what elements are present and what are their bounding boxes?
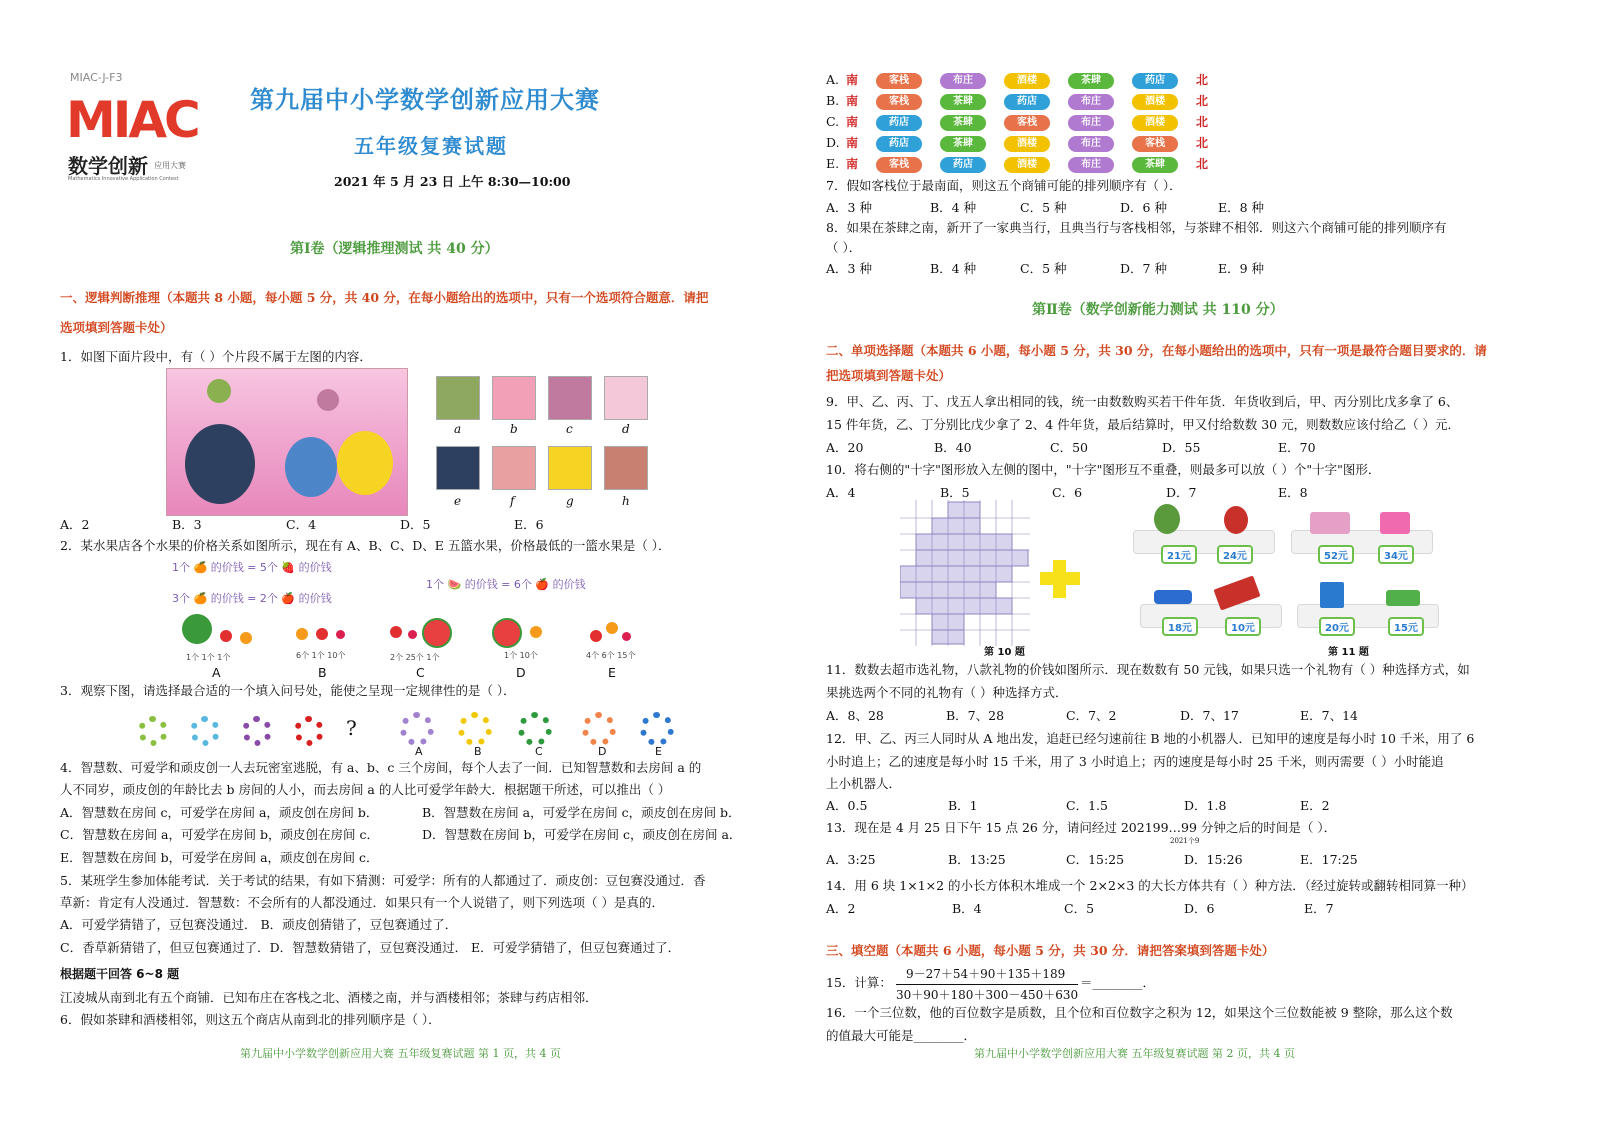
logo-main-text: MIAC <box>66 91 198 149</box>
basket-d-counts: 1个 10个 <box>504 651 538 660</box>
q14-option-d: D．6 <box>1184 901 1215 916</box>
q6-option-label: E. <box>826 156 840 171</box>
q13-option-b: B．13:25 <box>948 852 1006 867</box>
q1-option-c: C．4 <box>286 517 317 532</box>
q15-fraction-bar <box>896 984 1078 985</box>
q2-basket-b <box>294 620 364 650</box>
q4-option-c: C．智慧数在房间 a，可爱学在房间 b，顽皮创在房间 c． <box>60 827 379 842</box>
shop-badge: 茶肆 <box>940 115 986 131</box>
q1-text: 1．如图下面片段中，有（ ）个片段不属于左图的内容． <box>60 349 372 364</box>
q6-option-label: B. <box>826 93 840 108</box>
logo-sub-text: 数学创新 <box>68 154 148 178</box>
q13-option-e: E．17:25 <box>1300 852 1358 867</box>
q13-option-c: C．15:25 <box>1066 852 1125 867</box>
q12-option-c: C．1.5 <box>1066 798 1108 813</box>
strawberry-icon <box>622 632 631 641</box>
price-tag-6: 10元 <box>1225 617 1261 636</box>
basket-c-counts: 2个 25个 1个 <box>390 653 440 662</box>
q6-option-label: D. <box>826 135 840 150</box>
pattern-shape-2 <box>190 716 220 746</box>
exam-date: 2021 年 5 月 23 日 上午 8:30—10:00 <box>334 174 571 189</box>
north-label: 北 <box>1196 115 1209 129</box>
q6-option-row <box>826 93 1208 110</box>
exam-code: MIAC-J-F3 <box>70 71 123 84</box>
pattern-label-a: A <box>415 745 423 758</box>
south-label: 南 <box>846 94 859 108</box>
q12-option-a: A．0.5 <box>826 798 868 813</box>
q5-line3: A．可爱学猜错了，豆包赛没通过． B．顽皮创猜错了，豆包赛通过了． <box>60 917 458 932</box>
q9-line2: 15 件年货，乙、丁分别比戊少拿了 2、4 件年货，最后结算时，甲又付给数数 30 元，则数数应该付给乙（ ）元． <box>826 417 1461 432</box>
exam-subtitle: 五年级复赛试题 <box>354 134 508 158</box>
section1-header-line2: 选项填到答题卡处） <box>60 320 173 335</box>
apple-icon <box>590 630 602 642</box>
part1-title: 第Ⅰ卷（逻辑推理测试 共 40 分） <box>290 241 499 257</box>
pattern-shape-4 <box>294 716 324 746</box>
shop-badge: 酒楼 <box>1004 73 1050 89</box>
south-label: 南 <box>846 157 859 171</box>
shop-badge: 茶肆 <box>1132 157 1178 173</box>
q2-basket-e <box>588 620 648 650</box>
character-blob-2 <box>285 437 337 497</box>
south-label: 南 <box>846 115 859 129</box>
q13-text: 13．现在是 4 月 25 日下午 15 点 26 分，请问经过 202199…99 分钟之后的时间是（ ）． <box>826 820 1337 835</box>
q6-option-row <box>826 135 1208 152</box>
toy-truck-icon <box>1386 590 1420 606</box>
q7-option-d: D．6 种 <box>1120 200 1167 215</box>
q15-numerator: 9－27＋54＋90＋135＋189 <box>906 967 1066 981</box>
q6-option-row <box>826 156 1208 173</box>
toy-dinosaur-icon <box>1154 504 1180 534</box>
q6-option-label: A. <box>826 72 840 87</box>
pattern-option-b <box>458 712 492 746</box>
shop-badge: 客栈 <box>876 73 922 89</box>
shop-badge: 布庄 <box>1068 94 1114 110</box>
q2-basket-c <box>388 616 458 650</box>
q1-thumb-d <box>604 376 648 420</box>
pattern-option-d <box>582 712 616 746</box>
pattern-label-e: E <box>655 745 662 758</box>
crayon-box-icon <box>1310 512 1350 534</box>
q10-option-a: A．4 <box>826 485 856 500</box>
q10-grid-figure <box>900 500 1030 646</box>
q7-option-c: C．5 种 <box>1020 200 1067 215</box>
orange-icon <box>296 628 308 640</box>
page1-footer: 第九届中小学数学创新应用大赛 五年级复赛试题 第 1 页，共 4 页 <box>240 1047 561 1060</box>
q6-option-row <box>826 114 1208 131</box>
q7-option-b: B．4 种 <box>930 200 977 215</box>
q3-text: 3．观察下图，请选择最合适的一个填入问号处，能使之呈现一定规律性的是（ ）． <box>60 683 516 698</box>
north-label: 北 <box>1196 73 1209 87</box>
q2-price-relation-3: 1个 🍉 的价钱 = 6个 🍎 的价钱 <box>426 578 586 591</box>
shop-badge: 药店 <box>1004 94 1050 110</box>
pattern-label-c: C <box>535 745 543 758</box>
strawberry-icon <box>408 630 417 639</box>
q9-option-c: C．50 <box>1050 440 1088 455</box>
page-2 <box>800 0 1600 1131</box>
q12-line2: 小时追上；乙的速度是每小时 15 千米，用了 3 小时追上；丙的速度是每小时 25 千米，则丙需要（ ）小时能追 <box>826 754 1444 769</box>
basket-b-counts: 6个 1个 10个 <box>296 651 346 660</box>
pattern-shape-1 <box>138 716 168 746</box>
watermelon-slice-icon <box>422 618 452 648</box>
q11-option-d: D．7、17 <box>1180 708 1239 723</box>
thumb-label-c: c <box>566 422 573 436</box>
q11-option-b: B．7、28 <box>946 708 1005 723</box>
shop-badge: 布庄 <box>940 73 986 89</box>
q1-thumb-c <box>548 376 592 420</box>
shop-badge: 茶肆 <box>1068 73 1114 89</box>
section2-header-line1: 二、单项选择题（本题共 6 小题，每小题 5 分，共 30 分，在每小题给出的选项中，只有一项是最符合题目要求的．请 <box>826 343 1487 358</box>
q6-option-label: C. <box>826 114 840 129</box>
orange-icon <box>240 632 252 644</box>
shop-badge: 药店 <box>940 157 986 173</box>
q10-option-b: B．5 <box>940 485 970 500</box>
q4-option-e: E．智慧数在房间 b，可爱学在房间 a，顽皮创在房间 c． <box>60 850 379 865</box>
q1-thumb-b <box>492 376 536 420</box>
water-gun-icon <box>1154 590 1192 604</box>
apple-icon <box>390 626 402 638</box>
q4-option-a: A．智慧数在房间 c，可爱学在房间 a，顽皮创在房间 b． <box>60 805 379 820</box>
thumb-label-f: f <box>510 494 515 508</box>
q14-text: 14．用 6 块 1×1×2 的小长方体积木堆成一个 2×2×3 的大长方体共有（ ）种方法．（经过旋转或翻转相同算一种） <box>826 878 1474 893</box>
north-label: 北 <box>1196 157 1209 171</box>
watermelon-slice-icon <box>492 618 522 648</box>
miac-logo <box>66 91 198 187</box>
pattern-shape-3 <box>242 716 272 746</box>
pattern-label-b: B <box>474 745 482 758</box>
shop-badge: 客栈 <box>876 157 922 173</box>
q678-heading: 根据题干回答 6~8 题 <box>60 967 180 981</box>
q9-option-d: D．55 <box>1162 440 1201 455</box>
q9-option-a: A．20 <box>826 440 864 455</box>
part2-title: 第Ⅱ卷（数学创新能力测试 共 110 分） <box>1032 302 1284 318</box>
apple-icon <box>220 630 232 642</box>
basket-label-d: D <box>516 665 526 680</box>
q13-option-a: A．3:25 <box>826 852 876 867</box>
q10-option-c: C．6 <box>1052 485 1083 500</box>
basket-label-b: B <box>318 665 327 680</box>
q5-line1: 5．某班学生参加体能考试．关于考试的结果，有如下猜测：可爱学：所有的人都通过了．顽皮创：豆包赛没通过．香 <box>60 873 706 888</box>
q6-text: 6．假如茶肆和酒楼相邻，则这五个商店从南到北的排列顺序是（ ）． <box>60 1012 441 1027</box>
q9-line1: 9．甲、乙、丙、丁、戊五人拿出相同的钱，统一由数数购买若干件年货．年货收到后，甲、丙分别比戊多拿了 6、 <box>826 394 1459 409</box>
south-label: 南 <box>846 73 859 87</box>
q8-option-e: E．9 种 <box>1218 261 1265 276</box>
section3-header: 三、填空题（本题共 6 小题，每小题 5 分，共 30 分．请把答案填到答题卡处） <box>826 943 1275 958</box>
q1-option-a: A．2 <box>60 517 90 532</box>
strawberry-icon <box>336 630 345 639</box>
shop-badge: 客栈 <box>1132 136 1178 152</box>
apple-icon <box>316 628 328 640</box>
q6-option-row <box>826 72 1208 89</box>
q15-label: 15．计算： <box>826 975 892 990</box>
q1-option-d: D．5 <box>400 517 431 532</box>
q12-option-b: B．1 <box>948 798 978 813</box>
watermelon-icon <box>182 614 212 644</box>
logo-tagline: Mathematics Innovative Application Contest <box>68 176 179 182</box>
exam-title: 第九届中小学数学创新应用大赛 <box>250 86 600 114</box>
q2-basket-d <box>490 616 550 650</box>
price-tag-4: 34元 <box>1378 545 1414 564</box>
price-tag-5: 18元 <box>1162 617 1198 636</box>
pattern-option-a <box>400 712 434 746</box>
q1-thumb-a <box>436 376 480 420</box>
q1-option-e: E．6 <box>514 517 544 532</box>
shop-badge: 茶肆 <box>940 94 986 110</box>
q8-option-a: A．3 种 <box>826 261 872 276</box>
shop-badge: 布庄 <box>1068 157 1114 173</box>
character-blob-3 <box>337 431 393 495</box>
q1-main-picture <box>166 368 408 516</box>
q12-line3: 上小机器人． <box>826 776 902 791</box>
orange-icon <box>530 626 542 638</box>
q1-thumb-f <box>492 446 536 490</box>
q3-pattern-sequence <box>138 710 678 750</box>
q13-option-d: D．15:26 <box>1184 852 1243 867</box>
price-tag-3: 52元 <box>1318 545 1354 564</box>
north-label: 北 <box>1196 94 1209 108</box>
thumb-label-e: e <box>454 494 462 508</box>
q16-line2: 的值最大可能是________． <box>826 1028 977 1043</box>
q10-option-e: E．8 <box>1278 485 1308 500</box>
q2-basket-a <box>180 612 260 652</box>
pattern-option-c <box>518 712 552 746</box>
q8-option-b: B．4 种 <box>930 261 977 276</box>
q16-line1: 16．一个三位数，他的百位数字是质数，且个位和百位数字之积为 12，如果这个三位数能被 9 整除，那么这个数 <box>826 1005 1453 1020</box>
q11-line1: 11．数数去超市选礼物，八款礼物的价钱如图所示．现在数数有 50 元钱，如果只选一个礼物有（ ）种选择方式，如 <box>826 662 1470 677</box>
south-label: 南 <box>846 136 859 150</box>
price-tag-7: 20元 <box>1319 617 1355 636</box>
question-mark: ? <box>346 716 357 740</box>
thumb-label-d: d <box>622 422 630 436</box>
q14-option-b: B．4 <box>952 901 982 916</box>
basket-label-e: E <box>608 665 616 680</box>
thumb-label-h: h <box>622 494 630 508</box>
q11-option-a: A．8、28 <box>826 708 884 723</box>
character-blob-5 <box>317 389 339 411</box>
q2-price-relation-2: 3个 🍊 的价钱 = 2个 🍎 的价钱 <box>172 592 332 605</box>
price-tag-8: 15元 <box>1388 617 1424 636</box>
q8-line1: 8．如果在茶肆之南，新开了一家典当行，且典当行与客栈相邻，与茶肆不相邻．则这六个商铺可能的排列顺序有 <box>826 220 1447 235</box>
q15-answer-blank: ＝________． <box>1080 975 1156 990</box>
q1-thumb-h <box>604 446 648 490</box>
q8-line2: （ ）． <box>826 240 862 255</box>
q14-option-e: E．7 <box>1304 901 1334 916</box>
basket-label-a: A <box>212 665 221 680</box>
q5-line2: 草新：肯定有人没通过．智慧数：不会所有的人都没通过．如果只有一个人说错了，则下列选项（ ）是真的． <box>60 895 664 910</box>
q7-option-a: A．3 种 <box>826 200 872 215</box>
q2-price-relation-1: 1个 🍊 的价钱 = 5个 🍓 的价钱 <box>172 561 332 574</box>
shop-badge: 客栈 <box>1004 115 1050 131</box>
q11-option-e: E．7、14 <box>1300 708 1358 723</box>
basket-e-counts: 4个 6个 15个 <box>586 651 636 660</box>
price-tag-2: 24元 <box>1217 545 1253 564</box>
q12-option-e: E．2 <box>1300 798 1330 813</box>
shop-badge: 酒楼 <box>1132 115 1178 131</box>
character-blob-1 <box>185 424 255 504</box>
pattern-label-d: D <box>598 745 607 758</box>
q4-line2: 人不同岁，顽皮创的年龄比去 b 房间的人小，而去房间 a 的人比可爱学年龄大．根据题干所述，可以推出（ ） <box>60 782 671 797</box>
q5-line4: C．香草新猜错了，但豆包赛通过了．D．智慧数猜错了，豆包赛没通过． E．可爱学猜错了，但豆包赛通过了． <box>60 940 681 955</box>
fig10-caption: 第 10 题 <box>984 647 1025 658</box>
shop-badge: 药店 <box>876 115 922 131</box>
q9-option-b: B．40 <box>934 440 972 455</box>
q8-option-d: D．7 种 <box>1120 261 1167 276</box>
q7-text: 7．假如客栈位于最南面，则这五个商铺可能的排列顺序有（ ）． <box>826 178 1182 193</box>
q4-option-b: B．智慧数在房间 a，可爱学在房间 c，顽皮创在房间 b． <box>422 805 741 820</box>
shop-badge: 酒楼 <box>1004 157 1050 173</box>
q4-line1: 4．智慧数、可爱学和顽皮创一人去玩密室逃脱，有 a、b、c 三个房间，每个人去了一间．已知智慧数和去房间 a 的 <box>60 760 702 775</box>
pattern-option-e <box>640 712 674 746</box>
book-icon <box>1320 582 1344 608</box>
basket-a-counts: 1个 1个 1个 <box>186 653 231 662</box>
basket-label-c: C <box>416 665 425 680</box>
blocks-toy-icon <box>1380 512 1410 534</box>
q2-text: 2．某水果店各个水果的价格关系如图所示，现在有 A、B、C、D、E 五篮水果，价格最低的一篮水果是（ ）． <box>60 538 671 553</box>
section2-header-line2: 把选项填到答题卡处） <box>826 368 952 383</box>
fig11-caption: 第 11 题 <box>1328 647 1369 658</box>
q12-option-d: D．1.8 <box>1184 798 1227 813</box>
q1-thumb-e <box>436 446 480 490</box>
section1-header-line1: 一、逻辑判断推理（本题共 8 小题，每小题 5 分，共 40 分，在每小题给出的选项中，只有一个选项符合题意．请把 <box>60 290 709 305</box>
q12-line1: 12．甲、乙、丙三人同时从 A 地出发，追赶已经匀速前往 B 地的小机器人．已知甲的速度是每小时 10 千米，用了 6 <box>826 731 1475 746</box>
q13-underbrace-label: 2021个9 <box>1170 837 1200 845</box>
shop-badge: 药店 <box>1132 73 1178 89</box>
q14-option-c: C．5 <box>1064 901 1095 916</box>
q8-option-c: C．5 种 <box>1020 261 1067 276</box>
q678-stem: 江凌城从南到北有五个商铺．已知布庄在客栈之北、酒楼之南，并与酒楼相邻；茶肆与药店相邻． <box>60 990 598 1005</box>
q15-denominator: 30＋90＋180＋300－450＋630 <box>896 988 1079 1002</box>
north-label: 北 <box>1196 136 1209 150</box>
q1-option-b: B．3 <box>172 517 202 532</box>
shop-badge: 酒楼 <box>1132 94 1178 110</box>
orange-icon <box>606 622 618 634</box>
q10-text: 10．将右侧的"十字"图形放入左侧的图中，"十字"图形互不重叠，则最多可以放（ ）个"十字"图形． <box>826 462 1381 477</box>
page2-footer: 第九届中小学数学创新应用大赛 五年级复赛试题 第 2 页，共 4 页 <box>974 1047 1295 1060</box>
shop-badge: 酒楼 <box>1004 136 1050 152</box>
q10-option-d: D．7 <box>1166 485 1197 500</box>
shop-badge: 茶肆 <box>940 136 986 152</box>
shelf-1 <box>1133 530 1275 554</box>
q14-option-a: A．2 <box>826 901 856 916</box>
thumb-label-g: g <box>566 494 574 508</box>
shop-badge: 布庄 <box>1068 136 1114 152</box>
shop-badge: 布庄 <box>1068 115 1114 131</box>
character-blob-4 <box>207 379 231 403</box>
shop-badge: 药店 <box>876 136 922 152</box>
price-tag-1: 21元 <box>1161 545 1197 564</box>
q11-line2: 果挑选两个不同的礼物有（ ）种选择方式． <box>826 685 1068 700</box>
shop-badge: 客栈 <box>876 94 922 110</box>
cross-shape <box>1040 560 1080 598</box>
q4-option-d: D．智慧数在房间 b，可爱学在房间 c，顽皮创在房间 a． <box>422 827 742 842</box>
q11-option-c: C．7、2 <box>1066 708 1117 723</box>
q7-option-e: E．8 种 <box>1218 200 1265 215</box>
q9-option-e: E．70 <box>1278 440 1316 455</box>
teddy-bear-icon <box>1224 506 1248 534</box>
thumb-label-a: a <box>454 422 462 436</box>
logo-sub2-text: 应用大赛 <box>154 161 186 170</box>
q1-thumb-g <box>548 446 592 490</box>
thumb-label-b: b <box>510 422 518 436</box>
